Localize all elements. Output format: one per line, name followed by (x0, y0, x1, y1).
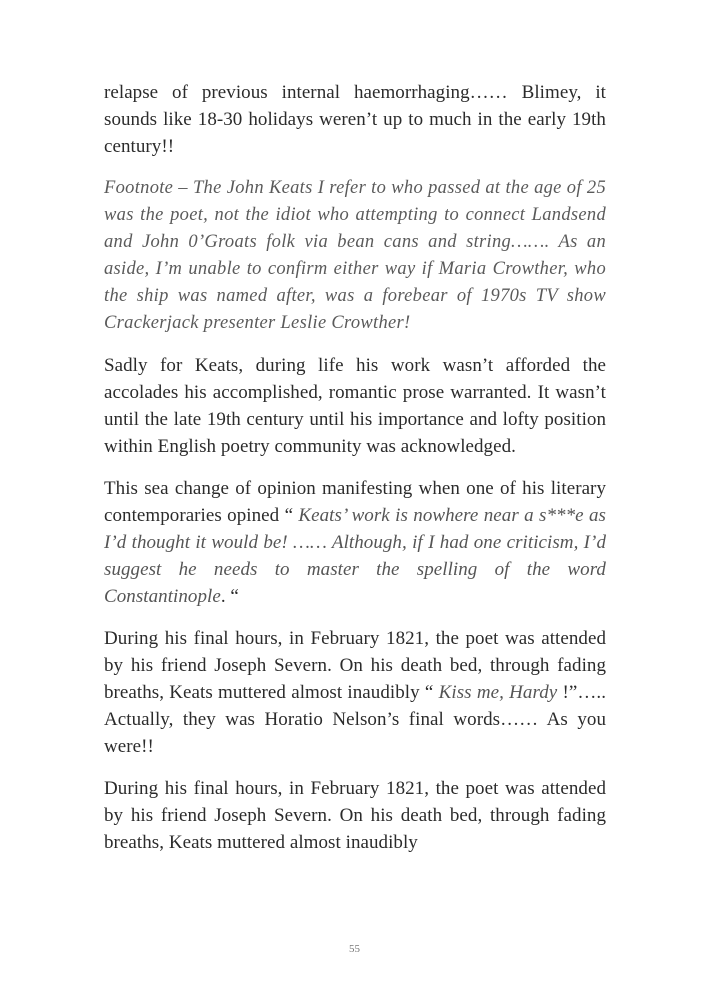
sea-change-outro: . “ (220, 586, 239, 607)
paragraph-keats-accolades: Sadly for Keats, during life his work wasn’t afforded the accolades his accomplished, romantic prose warranted. It wasn’t until the late 19th century until his importance and lofty position within English poetry community was acknowledged. (104, 355, 606, 457)
page-number: 55 (349, 943, 360, 955)
paragraph-final-hours-repeat: During his final hours, in February 1821, the poet was attended by his friend Joseph Severn. On his death bed, through fading breaths, Keats muttered almost inaudibly (104, 778, 606, 853)
page-body (104, 79, 606, 856)
final-hours-intro: During his final hours, in February 1821, the poet was attended by his friend Joseph Severn. On his death bed, through fading breaths, Keats muttered almost inaudibly “ (104, 628, 606, 703)
footnote-paragraph: Footnote – The John Keats I refer to who passed at the age of 25 was the poet, not the idiot who attempting to connect Landsend and John 0’Groats folk via bean cans and string……. As an aside, I’m unable to confirm either way if Maria Crowther, who the ship was named after, was a forebear of 1970s TV show Crackerjack presenter Leslie Crowther! (104, 178, 606, 333)
paragraph-relapse: relapse of previous internal haemorrhaging…… Blimey, it sounds like 18-30 holidays weren’t up to much in the early 19th century!! (104, 82, 606, 157)
paragraph-sea-change (104, 475, 606, 610)
kiss-me-hardy-quote: Kiss me, Hardy (438, 682, 558, 703)
sea-change-intro: This sea change of opinion manifesting when one of his literary contemporaries opined “ (104, 478, 606, 526)
contemporary-quote: Keats’ work is nowhere near a s***e as I’d thought it would be! …… Although, if I had one criticism, I’d suggest he needs to master the spelling of the word Constantinople (104, 505, 606, 607)
paragraph-final-hours (104, 625, 606, 760)
final-hours-outro: !”….. Actually, they was Horatio Nelson’s final words…… As you were!! (104, 682, 606, 757)
